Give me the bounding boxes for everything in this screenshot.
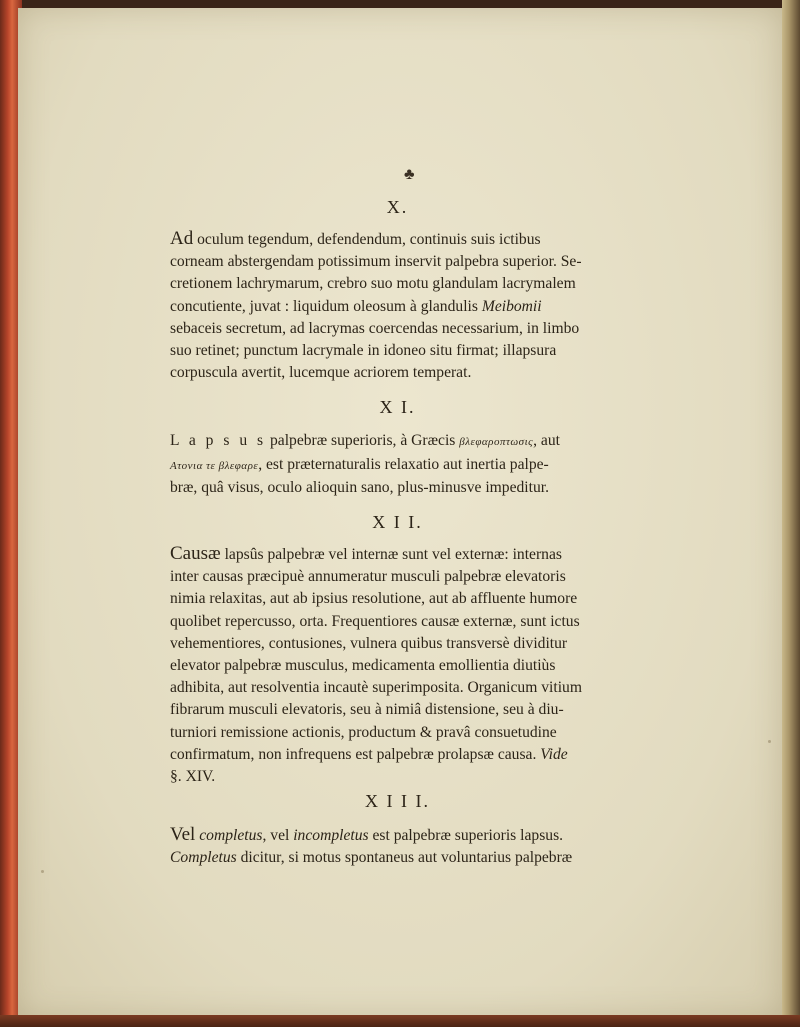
drop-word: Ad xyxy=(170,228,194,249)
italic-name: Meibomii xyxy=(481,297,542,315)
paragraph-x xyxy=(170,228,625,384)
paragraph-xii xyxy=(170,543,625,788)
text-line: quolibet repercusso, orta. Frequentiores causæ externæ, sunt ictus xyxy=(170,612,580,630)
text-line: inter causas præcipuè annumeratur musculi palpebræ elevatoris xyxy=(170,568,566,586)
text-line: elevator palpebræ musculus, medicamenta emollientia diutiùs xyxy=(170,657,556,675)
text-line: corneam abstergendam potissimum inservit palpebra superior. Se- xyxy=(170,253,582,271)
lead-word: L a p s u s xyxy=(170,432,267,450)
text-line: sebaceis secretum, ad lacrymas coercendas necessarium, in limbo xyxy=(170,319,580,337)
section-heading-xiii: X I I I. xyxy=(365,791,430,812)
text-line: suo retinet; punctum lacrymale in idoneo situ firmat; illapsura xyxy=(170,342,557,360)
text-line: , est præternaturalis relaxatio aut inertia palpe- xyxy=(258,455,549,473)
section-heading-x: X. xyxy=(386,197,409,217)
text-line: dicitur, si motus spontaneus aut voluntarius palpebræ xyxy=(236,849,573,867)
text-line: cretionem lachrymarum, crebro suo motu glandulam lacrymalem xyxy=(170,275,576,293)
page-speck xyxy=(768,740,771,743)
lead-word: Vel xyxy=(170,824,196,846)
text-line: adhibita, aut resolventia incautè superimposita. Organicum vitium xyxy=(170,679,582,697)
italic-term: completus xyxy=(199,827,263,845)
page-ornament: ♣ xyxy=(404,166,415,183)
paragraph-xiii xyxy=(170,824,625,869)
cross-reference: Vide xyxy=(540,745,568,763)
section-reference: §. XIV. xyxy=(170,768,216,786)
text-line: est palpebræ superioris lapsus. xyxy=(368,827,564,845)
text-line: concutiente, juvat : liquidum oleosum à glandulis xyxy=(170,297,482,315)
text-line: bræ, quâ visus, oculo alioquin sano, plus-minusve impeditur. xyxy=(170,478,549,496)
italic-term: Completus xyxy=(170,849,237,867)
text-line: vehementiores, contusiones, vulnera quibus transversè dividitur xyxy=(170,634,568,652)
paragraph-xi xyxy=(170,430,625,499)
text-line: confirmatum, non infrequens est palpebræ prolapsæ causa. xyxy=(170,745,541,763)
text-line: palpebræ superioris, à Græcis xyxy=(266,432,460,450)
text-line: lapsûs palpebræ vel internæ sunt vel externæ: internas xyxy=(220,546,562,564)
page-speck xyxy=(41,870,44,873)
book-bottom-edge xyxy=(0,1015,800,1027)
text-line: corpuscula avertit, lucemque acriorem temperat. xyxy=(170,364,472,382)
text-line: turniori remissione actionis, productum & pravâ consuetudine xyxy=(170,723,557,741)
greek-term: βλεφαροπτωσις xyxy=(459,436,534,449)
italic-term: incompletus xyxy=(293,827,369,845)
text-line: , vel xyxy=(262,827,294,845)
text-line: nimia relaxitas, aut ab ipsius resolutione, aut ab affluente humore xyxy=(170,590,578,608)
lead-word: Causæ xyxy=(170,543,221,565)
text-line: , aut xyxy=(533,432,560,450)
text-line: fibrarum musculi elevatoris, seu à nimiâ distensione, seu à diu- xyxy=(170,701,564,719)
section-heading-xii: X I I. xyxy=(372,512,423,533)
text-block xyxy=(170,168,625,870)
text-line: oculum tegendum, defendendum, continuis suis ictibus xyxy=(193,231,541,248)
book-edge-right xyxy=(782,0,800,1027)
greek-term: Ατονια τε βλεφαρε xyxy=(170,459,259,472)
section-heading-xi: X I. xyxy=(379,397,416,418)
